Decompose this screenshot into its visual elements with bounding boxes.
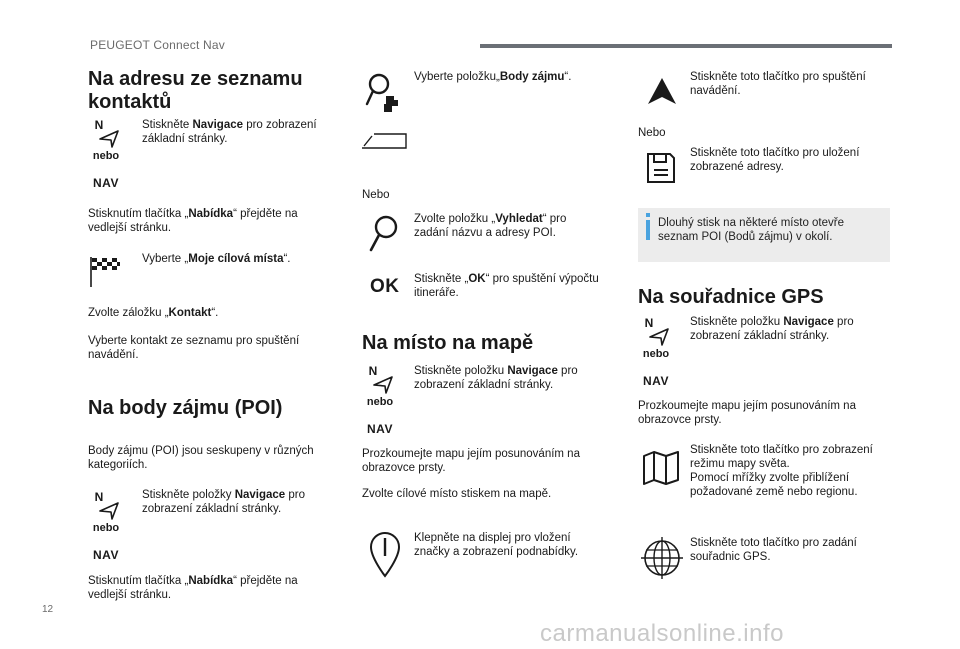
start-guidance-icon [646, 76, 678, 106]
gps-step-3 [690, 443, 890, 499]
contacts-step-1: Stiskněte Navigace pro zobrazení základní stránky. [142, 119, 317, 145]
world-map-icon [642, 450, 680, 486]
north-label: N [368, 364, 378, 378]
gps-step-3-line-1: Stiskněte toto tlačítko pro zobrazení režimu mapy světa. [690, 444, 873, 470]
nebo-label: nebo [92, 522, 120, 534]
ok-icon: OK [370, 276, 400, 297]
nebo-label: nebo [642, 348, 670, 360]
info-note-text: Dlouhý stisk na některé místo otevře seznam POI (Bodů zájmu) v okolí. [658, 217, 844, 243]
map-pin-icon [368, 530, 402, 578]
nav-label: NAV [367, 422, 393, 436]
poi-step-2: Stisknutím tlačítka „Nabídka“ přejděte na vedlejší stránku. [88, 575, 298, 601]
ok-step: Stiskněte „OK“ pro spuštění výpočtu itineráře. [414, 273, 599, 299]
header-rule [480, 44, 892, 48]
start-guidance-text: Stiskněte toto tlačítko pro spuštění navádění. [690, 71, 866, 97]
nebo-text: Nebo [362, 189, 390, 201]
contacts-step-3: Vyberte „Moje cílová místa“. [142, 253, 291, 265]
gps-step-2: Prozkoumejte mapu jejím posunováním na obrazovce prsty. [638, 400, 856, 426]
contacts-step-2: Stisknutím tlačítka „Nabídka“ přejděte na vedlejší stránku. [88, 208, 298, 234]
navigation-arrow-icon [648, 328, 670, 346]
navigation-arrow-icon [98, 130, 120, 148]
section-title-map: Na místo na mapě [362, 332, 534, 354]
nebo-label: nebo [92, 150, 120, 162]
info-icon [646, 220, 650, 240]
nav-label: NAV [93, 548, 119, 562]
map-step-2: Prozkoumejte mapu jejím posunováním na obrazovce prsty. [362, 448, 580, 474]
poi-select-step: Vyberte položku„Body zájmu“. [414, 71, 572, 83]
gps-step-3-line-2: Pomocí mřížky zvolte přiblížení požadované země nebo regionu. [690, 472, 858, 498]
info-note-box [638, 208, 890, 262]
nav-button-icon [76, 490, 136, 562]
keyboard-input-icon [360, 132, 410, 152]
search-step: Zvolte položku „Vyhledat“ pro zadání názvu a adresy POI. [414, 213, 567, 239]
gps-step-4: Stiskněte toto tlačítko pro zadání souřadnic GPS. [690, 537, 857, 563]
nebo-label: nebo [366, 396, 394, 408]
nav-label: NAV [93, 176, 119, 190]
navigation-arrow-icon [98, 502, 120, 520]
search-icon [366, 214, 402, 256]
north-label: N [94, 118, 104, 132]
info-icon-dot [646, 213, 650, 217]
running-header: PEUGEOT Connect Nav [90, 38, 225, 52]
save-address-text: Stiskněte toto tlačítko pro uložení zobrazené adresy. [690, 147, 860, 173]
nav-button-icon [626, 316, 686, 388]
nav-button-icon [350, 364, 410, 436]
section-title-gps: Na souřadnice GPS [638, 286, 824, 308]
map-step-3: Zvolte cílové místo stiskem na mapě. [362, 488, 552, 500]
watermark: carmanualsonline.info [540, 620, 784, 647]
contacts-step-4: Zvolte záložku „Kontakt“. [88, 307, 219, 319]
map-step-1: Stiskněte položku Navigace pro zobrazení základní stránky. [414, 365, 578, 391]
north-label: N [644, 316, 654, 330]
section-title-contacts: Na adresu ze seznamu kontaktů [88, 68, 303, 113]
section-title-poi: Na body zájmu (POI) [88, 397, 283, 419]
checkered-flag-icon [88, 254, 122, 288]
save-icon [646, 152, 676, 184]
poi-step-1: Stiskněte položky Navigace pro zobrazení základní stránky. [142, 489, 306, 515]
map-step-4: Klepněte na displej pro vložení značky a zobrazení podnabídky. [414, 532, 579, 558]
nav-button-icon [76, 118, 136, 190]
nebo-text: Nebo [638, 127, 666, 139]
navigation-arrow-icon [372, 376, 394, 394]
page-number: 12 [42, 604, 54, 615]
gps-step-1: Stiskněte položku Navigace pro zobrazení základní stránky. [690, 316, 854, 342]
nav-label: NAV [643, 374, 669, 388]
poi-intro: Body zájmu (POI) jsou seskupeny v různých kategoriích. [88, 445, 314, 471]
contacts-step-5: Vyberte kontakt ze seznamu pro spuštění navádění. [88, 335, 300, 361]
poi-search-icon [364, 72, 404, 114]
gps-globe-icon [640, 536, 684, 580]
north-label: N [94, 490, 104, 504]
